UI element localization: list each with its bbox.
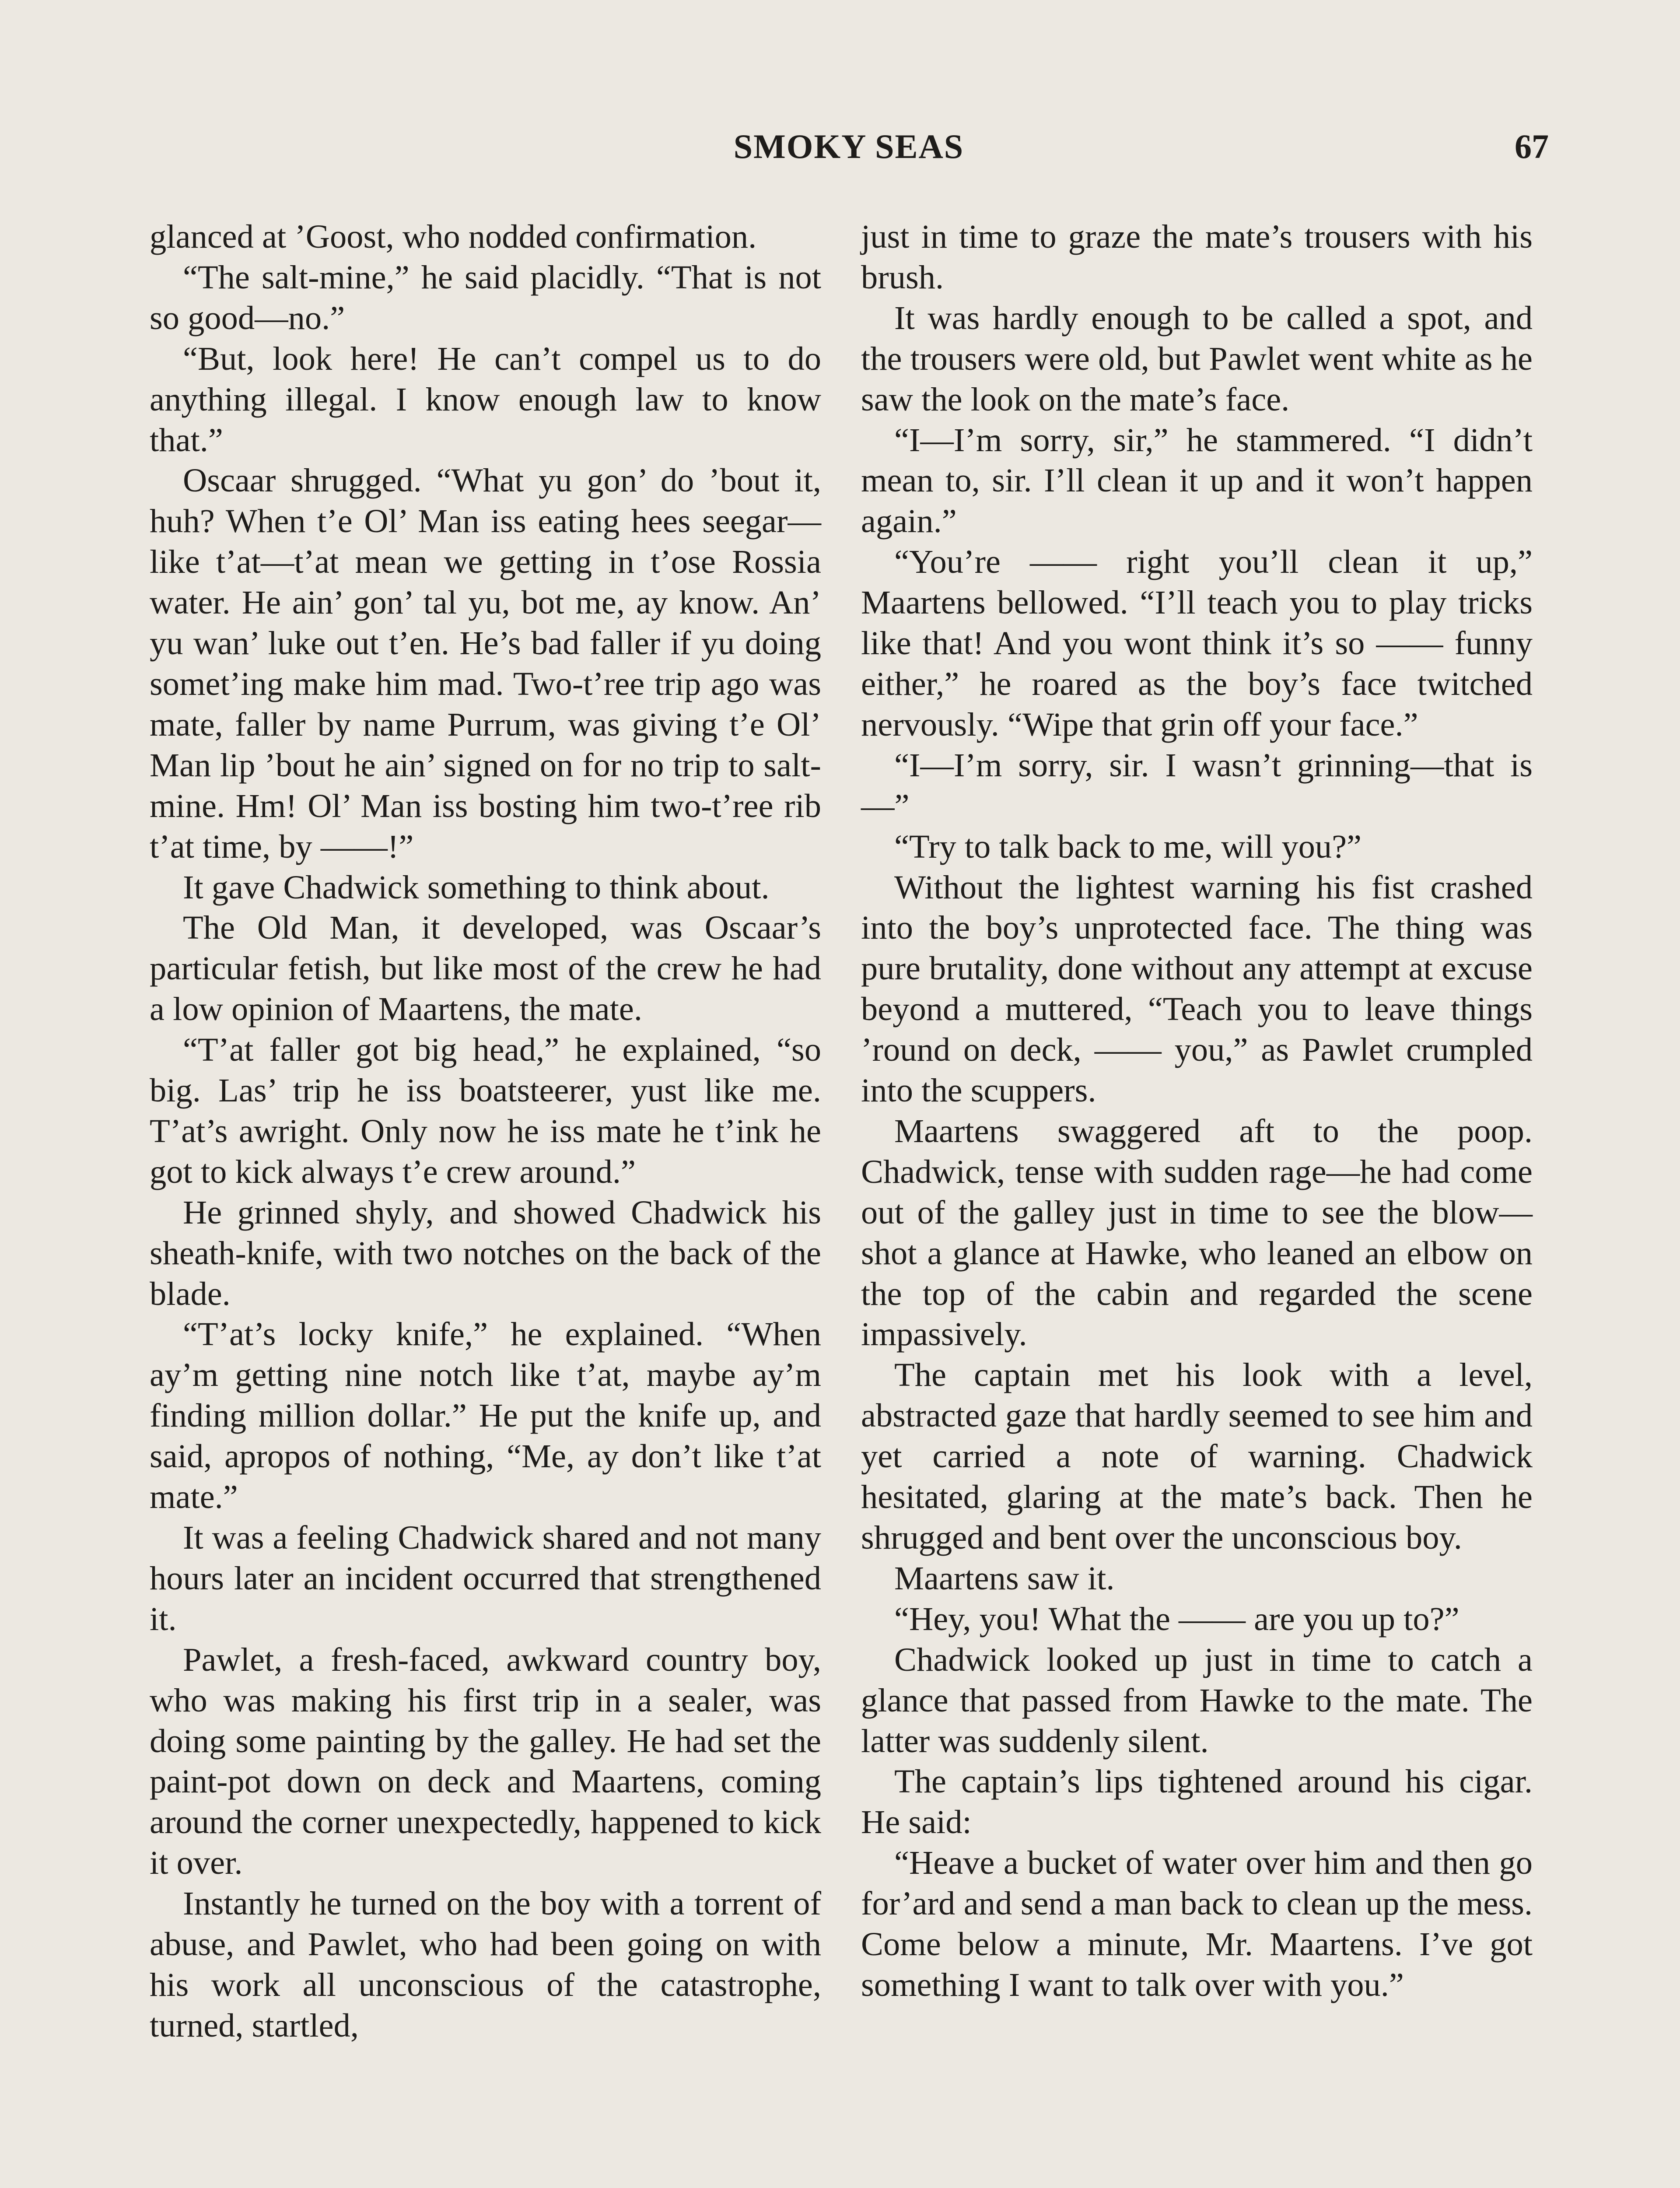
paragraph: Instantly he turned on the boy with a torrent of abuse, and Pawlet, who had been going on with his work all unconscious of the catastrophe, turned, startled,	[150, 1885, 821, 2044]
paragraph: “The salt-mine,” he said placidly. “That is not so good—no.”	[150, 258, 821, 337]
paragraph: It was hardly enough to be called a spot, and the trousers were old, but Pawlet went white as he saw the look on the mate’s face.	[861, 299, 1533, 418]
page-header	[149, 127, 1549, 179]
paragraph: Chadwick looked up just in time to catch a glance that passed from Hawke to the mate. The latter was suddenly silent.	[861, 1641, 1533, 1760]
paragraph: The captain’s lips tightened around his cigar. He said:	[861, 1763, 1533, 1841]
running-title: SMOKY SEAS	[733, 127, 964, 165]
paragraph: “I—I’m sorry, sir. I wasn’t grinning—that is—”	[861, 746, 1533, 824]
paragraph: “Hey, you! What the —— are you up to?”	[894, 1600, 1460, 1637]
paragraph: He grinned shyly, and showed Chadwick his sheath-knife, with two notches on the back of the blade.	[150, 1193, 821, 1312]
paragraph: The captain met his look with a level, abstracted gaze that hardly seemed to see him and yet carried a note of warning. Chadwick hesitated, glaring at the mate’s back. Then he shrugged and bent over the unconscious boy.	[861, 1356, 1533, 1556]
paragraph: The Old Man, it developed, was Oscaar’s particular fetish, but like most of the crew he had a low opinion of Maartens, the mate.	[150, 909, 821, 1028]
paragraph: Maartens swaggered aft to the poop. Chadwick, tense with sudden rage—he had come out of the galley just in time to see the blow—shot a glance at Hawke, who leaned an elbow on the top of the cabin and regarded the scene impassively.	[861, 1112, 1533, 1353]
paragraph: Maartens saw it.	[894, 1559, 1115, 1597]
paragraph: “Heave a bucket of water over him and then go for’ard and send a man back to clean up the mess. Come below a minute, Mr. Maartens. I’ve got something I want to talk over with you.”	[861, 1844, 1533, 2003]
right-column	[861, 217, 1533, 2006]
paragraph: “T’at’s locky knife,” he explained. “When ay’m getting nine notch like t’at, maybe ay’m finding million dollar.” He put the knife up, and said, apropos of nothing, “Me, ay don’t like t’at mate.”	[150, 1315, 821, 1516]
paragraph: Pawlet, a fresh-faced, awkward country boy, who was making his first trip in a sealer, was doing some painting by the galley. He had set the paint-pot down on deck and Maartens, coming around the corner unexpectedly, happened to kick it over.	[150, 1641, 821, 1882]
paragraph: It gave Chadwick something to think about.	[183, 868, 770, 906]
paragraph: just in time to graze the mate’s trousers with his brush.	[861, 218, 1533, 296]
paragraph: glanced at ’Goost, who nodded confirmation.	[150, 218, 757, 255]
paragraph: It was a feeling Chadwick shared and not many hours later an incident occurred that strengthened it.	[150, 1519, 821, 1637]
page-number: 67	[1515, 127, 1549, 165]
paragraph: “Try to talk back to me, will you?”	[894, 828, 1362, 865]
paragraph: Without the lightest warning his fist crashed into the boy’s unprotected face. The thing was pure brutality, done without any attempt at excuse beyond a muttered, “Teach you to leave things ’round on deck, —— you,” as Pawlet crumpled into the scuppers.	[861, 868, 1533, 1109]
paragraph: Oscaar shrugged. “What yu gon’ do ’bout it, huh? When t’e Ol’ Man iss eating hees seegar—like t’at—t’at mean we getting in t’ose Rossia water. He ain’ gon’ tal yu, bot me, ay know. An’ yu wan’ luke out t’en. He’s bad faller if yu doing somet’ing make him mad. Two-t’ree trip ago was mate, faller by name Purrum, was giving t’e Ol’ Man lip ’bout he ain’ signed on for no trip to salt-mine. Hm! Ol’ Man iss bosting him two-t’ree rib t’at time, by ——!”	[150, 462, 821, 865]
left-column	[150, 217, 821, 2046]
paragraph: “I—I’m sorry, sir,” he stammered. “I didn’t mean to, sir. I’ll clean it up and it won’t happen again.”	[861, 421, 1533, 540]
paragraph: “You’re —— right you’ll clean it up,” Maartens bellowed. “I’ll teach you to play tricks like that! And you wont think it’s so —— funny either,” he roared as the boy’s face twitched nervously. “Wipe that grin off your face.”	[861, 543, 1533, 743]
paragraph: “But, look here! He can’t compel us to do anything illegal. I know enough law to know that.”	[150, 340, 821, 459]
paragraph: “T’at faller got big head,” he explained, “so big. Las’ trip he iss boatsteerer, yust like me. T’at’s awright. Only now he iss mate he t’ink he got to kick always t’e crew around.”	[150, 1031, 821, 1190]
